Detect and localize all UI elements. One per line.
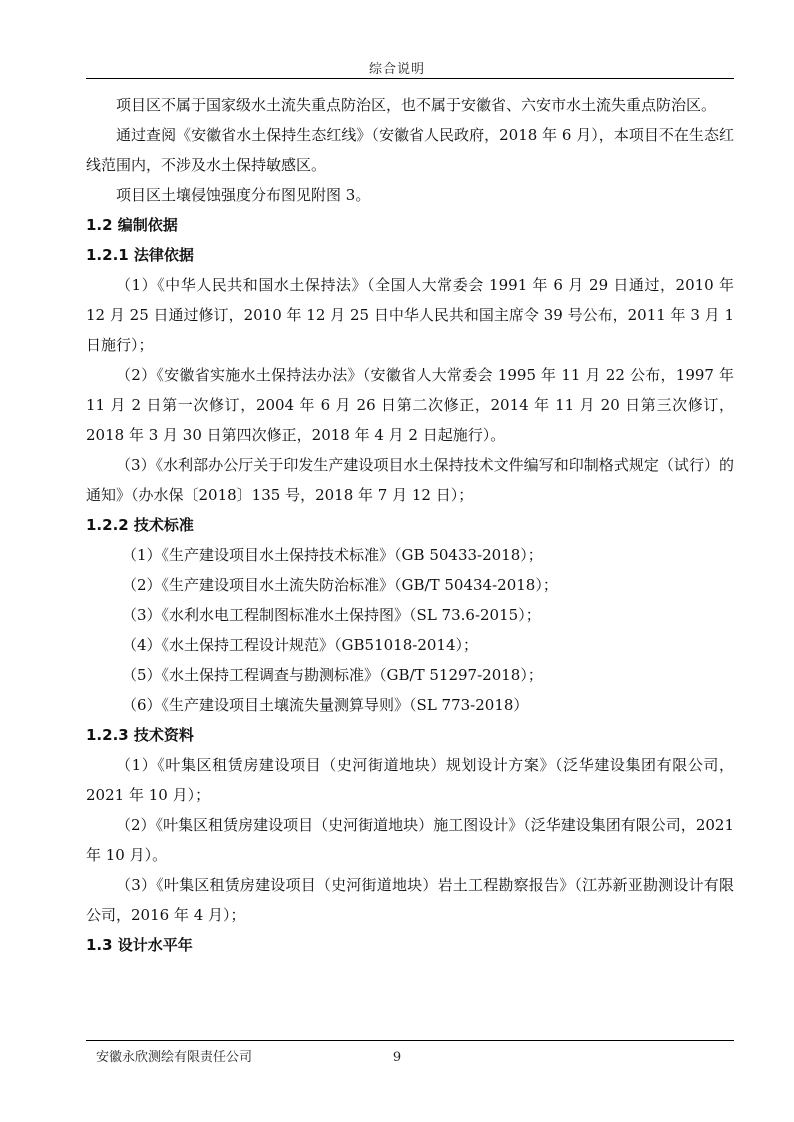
paragraph: 项目区土壤侵蚀强度分布图见附图 3。 xyxy=(116,186,371,204)
footer-rule xyxy=(86,1040,734,1041)
section-heading-1-2-3: 1.2.3 技术资料 xyxy=(86,726,194,744)
section-heading-1-2: 1.2 编制依据 xyxy=(86,216,178,234)
section-heading-1-2-2: 1.2.2 技术标准 xyxy=(86,516,194,534)
list-item: （2）《生产建设项目水土流失防治标准》（GB/T 50434-2018）； xyxy=(122,576,558,594)
document-body xyxy=(86,90,734,960)
list-item: （1）《生产建设项目水土保持技术标准》（GB 50433-2018）； xyxy=(122,546,543,564)
paragraph: 项目区不属于国家级水土流失重点防治区，也不属于安徽省、六安市水土流失重点防治区。 xyxy=(116,96,717,114)
list-item: （6）《生产建设项目土壤流失量测算导则》（SL 773-2018） xyxy=(122,696,529,714)
list-item: （1）《叶集区租赁房建设项目（史河街道地块）规划设计方案》（泛华建设集团有限公司，2021 年 10 月）； xyxy=(86,756,734,804)
list-item: （3）《水利部办公厅关于印发生产建设项目水土保持技术文件编写和印制格式规定（试行）的通知》（办水保〔2018〕135 号，2018 年 7 月 12 日）； xyxy=(86,456,734,504)
page-number: 9 xyxy=(392,1050,402,1065)
header-rule xyxy=(86,78,734,79)
list-item: （5）《水土保持工程调查与勘测标准》（GB/T 51297-2018）； xyxy=(122,666,543,684)
list-item: （3）《叶集区租赁房建设项目（史河街道地块）岩土工程勘察报告》（江苏新亚勘测设计有限公司，2016 年 4 月）； xyxy=(86,876,734,924)
list-item: （3）《水利水电工程制图标准水土保持图》（SL 73.6-2015）； xyxy=(122,606,541,624)
list-item: （2）《安徽省实施水土保持法办法》（安徽省人大常委会 1995 年 11 月 22 公布，1997 年 11 月 2 日第一次修订，2004 年 6 月 26 日第二次修正，2014 年 11 月 20 日第三次修订，2018 年 3 月 30 日第四次修正，2018 年 4 月 2 日起施行）。 xyxy=(86,366,734,444)
section-heading-1-3: 1.3 设计水平年 xyxy=(86,936,193,954)
paragraph: 通过查阅《安徽省水土保持生态红线》（安徽省人民政府，2018 年 6 月），本项目不在生态红线范围内，不涉及水土保持敏感区。 xyxy=(86,126,734,174)
list-item: （2）《叶集区租赁房建设项目（史河街道地块）施工图设计》（泛华建设集团有限公司，2021 年 10 月）。 xyxy=(86,816,734,864)
footer-company: 安徽永欣测绘有限责任公司 xyxy=(96,1050,253,1065)
section-heading-1-2-1: 1.2.1 法律依据 xyxy=(86,246,194,264)
page-header-title: 综合说明 xyxy=(368,62,425,77)
list-item: （4）《水土保持工程设计规范》（GB51018-2014）； xyxy=(122,636,479,654)
list-item: （1）《中华人民共和国水土保持法》（全国人大常委会 1991 年 6 月 29 日通过，2010 年 12 月 25 日通过修订，2010 年 12 月 25 日中华人民共和国主席令 39 号公布，2011 年 3 月 1 日施行）； xyxy=(86,276,734,354)
